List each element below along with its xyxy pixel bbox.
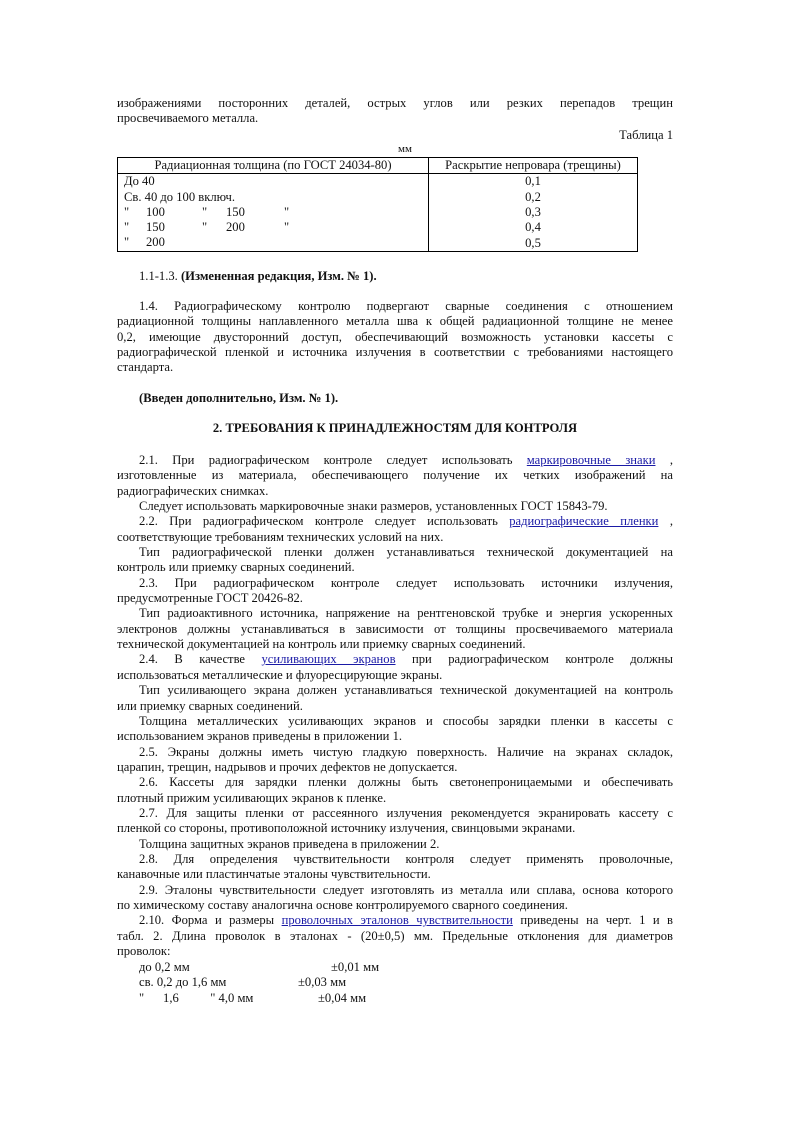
text-segment: приведены на черт. 1 и в [520, 913, 673, 928]
thickness-cell [118, 174, 429, 190]
table-row [118, 205, 638, 220]
text-segment: использоваться металлические и флуоресцирующие экраны. [117, 667, 443, 682]
thickness-part: 200 [226, 220, 245, 235]
text-segment: табл. 2. Длина проволок в эталонах - (20±0,5) мм. Предельные отклонения для диаметров [117, 928, 673, 943]
table-row [118, 220, 638, 235]
text-line [117, 622, 673, 637]
text-line [117, 821, 673, 836]
edit-note [139, 269, 377, 284]
thickness-part: " [284, 220, 290, 235]
thickness-cell [118, 235, 429, 251]
text-segment: предусмотренные ГОСТ 20426-82. [117, 591, 303, 606]
text-line [117, 484, 673, 499]
text-segment: изготовленные из материала, обеспечивающего получение их четких изображений на [117, 468, 673, 483]
text-segment: плотный прижим усиливающих экранов к пленке. [117, 790, 387, 805]
text-line: радиографической пленкой и источника излучения в соответствии с требованиями настоящего [117, 345, 673, 360]
text-line [117, 699, 673, 714]
text-segment: 2.7. Для защиты пленки от рассеянного излучения рекомендуется экранировать кассету с [139, 805, 673, 820]
thickness-part: " [124, 235, 130, 250]
text-line [117, 606, 673, 621]
thickness-part: Св. 40 до 100 включ. [124, 189, 236, 204]
text-segment: 2.5. Экраны должны иметь чистую гладкую поверхность. Наличие на экранах складок, [139, 744, 673, 759]
text-line: стандарта. [117, 360, 174, 375]
text-line [117, 791, 673, 806]
thickness-part: 100 [146, 204, 165, 219]
diameter-range: св. 0,2 до 1,6 мм [139, 975, 227, 990]
text-segment: использованием экранов приведены в приложении 1. [117, 729, 403, 744]
edit-note-prefix: 1.1-1.3. [139, 269, 181, 283]
paragraph [117, 837, 673, 852]
section-heading: 2. ТРЕБОВАНИЯ К ПРИНАДЛЕЖНОСТЯМ ДЛЯ КОНТРОЛЯ [212, 421, 578, 435]
text-line [117, 453, 673, 468]
thickness-part: 150 [146, 220, 165, 235]
text-line [117, 883, 673, 898]
edit-note-bold: (Измененная редакция, Изм. № 1). [180, 269, 377, 283]
text-line [117, 760, 673, 775]
term-link[interactable]: маркировочные знаки [526, 453, 656, 467]
text-line [117, 714, 673, 729]
paragraph [117, 499, 673, 514]
table-1 [117, 157, 638, 252]
text-segment: соответствующие требованиям технических условий на них. [117, 529, 444, 544]
text-segment: электронов должны устанавливаться в зависимости от толщины просвечиваемого материала [117, 621, 673, 636]
text-line [117, 530, 673, 545]
text-segment: Толщина защитных экранов приведена в приложении 2. [139, 836, 440, 851]
thickness-part: " [124, 204, 130, 219]
text-segment: канавочные или пластинчатые эталоны чувствительности. [117, 867, 431, 882]
section-2-body [117, 453, 673, 959]
text-line [117, 499, 673, 514]
thickness-part: " [202, 220, 208, 235]
text-line [117, 867, 673, 882]
text-segment: Тип радиографической пленки должен устанавливаться технической документацией на [139, 545, 673, 560]
text-segment: контроль или приемку сварных соединений. [117, 560, 355, 575]
table-row [118, 174, 638, 190]
text-line [117, 637, 673, 652]
text-line [117, 944, 673, 959]
intro-text [117, 96, 673, 127]
text-segment: , [669, 514, 673, 529]
text-line: 1.4. Радиографическому контролю подвергают сварные соединения с отношением [139, 299, 673, 313]
diameter-range: " 1,6 " 4,0 мм [139, 990, 254, 1005]
term-link[interactable]: радиографические пленки [509, 514, 659, 529]
text-line [117, 683, 673, 698]
text-segment: при радиографическом контроле должны [412, 652, 673, 667]
thickness-part: 200 [146, 235, 165, 250]
text-segment: Тип радиоактивного источника, напряжение на рентгеновской трубке и энергия ускоренных [139, 606, 673, 621]
column-header: Радиационная толщина (по ГОСТ 24034-80) [118, 158, 429, 174]
text-segment: 2.2. При радиографическом контроле следует использовать [139, 514, 510, 529]
text-segment: пленкой со стороны, противоположной источнику излучения, свинцовыми экранами. [117, 821, 576, 836]
text-line: радиационной толщины наплавленного металла шва к общей радиационной толщине не менее [117, 314, 673, 329]
thickness-part: " [124, 220, 130, 235]
text-line [117, 898, 673, 913]
text-line [117, 514, 673, 529]
column-header: Раскрытие непровара (трещины) [429, 158, 638, 174]
paragraph [117, 913, 673, 959]
thickness-part: " [202, 204, 208, 219]
text-line [117, 929, 673, 944]
text-segment: Следует использовать маркировочные знаки размеров, установленных ГОСТ 15843-79. [139, 499, 608, 514]
opening-cell: 0,3 [525, 205, 541, 220]
deviation-value: ±0,01 мм [331, 960, 380, 974]
paragraph [117, 883, 673, 914]
thickness-cell [118, 205, 429, 220]
text-line [117, 591, 673, 606]
text-segment: 2.6. Кассеты для зарядки пленки должны быть светонепроницаемыми и обеспечивать [139, 775, 673, 790]
text-segment: , [669, 453, 673, 467]
paragraph [117, 652, 673, 683]
deviation-value: ±0,04 мм [318, 990, 367, 1005]
opening-cell: 0,5 [525, 235, 541, 250]
text-segment: радиографических снимках. [117, 483, 269, 498]
text-line [117, 652, 673, 667]
text-segment: или приемку сварных соединений. [117, 698, 303, 713]
opening-cell: 0,4 [525, 220, 541, 235]
paragraph [117, 714, 673, 745]
table-units: мм [398, 143, 412, 155]
text-segment: проволок: [117, 944, 171, 958]
text-segment: 2.10. Форма и размеры [139, 913, 282, 928]
text-segment: царапин, трещин, надрывов и прочих дефектов не допускается. [117, 759, 458, 774]
paragraph [117, 852, 673, 883]
text-line [117, 468, 673, 483]
text-segment: 2.1. При радиографическом контроле следует использовать [139, 453, 527, 467]
diameter-range: до 0,2 мм [139, 960, 190, 974]
paragraph [117, 745, 673, 776]
text-line [117, 560, 673, 575]
text-line [117, 852, 673, 867]
text-segment: технической документацией на контроль или приемку сварных соединений. [117, 637, 526, 652]
text-segment: 2.4. В качестве [139, 652, 262, 667]
text-segment: 2.9. Эталоны чувствительности следует изготовлять из металла или сплава, основа которого [139, 882, 673, 897]
opening-cell: 0,1 [525, 174, 541, 189]
paragraph [117, 453, 673, 499]
thickness-part: 150 [226, 204, 245, 219]
paragraph [117, 683, 673, 714]
text-segment: по химическому составу аналогична основе контролируемого сварного соединения. [117, 897, 568, 912]
text-line: просвечиваемого металла. [117, 111, 259, 126]
text-segment: 2.3. При радиографическом контроле следует использовать источники излучения, [139, 575, 673, 590]
thickness-cell [118, 220, 429, 235]
text-line [117, 775, 673, 790]
text-line [117, 837, 673, 852]
text-line [117, 668, 673, 683]
text-segment: Тип усиливающего экрана должен устанавливаться технической документацией на контроль [139, 683, 673, 698]
term-link[interactable]: усиливающих экранов [261, 652, 396, 667]
text-segment: Толщина металлических усиливающих экранов и способы зарядки пленки в кассеты с [139, 713, 673, 728]
thickness-part: До 40 [124, 174, 155, 189]
paragraph [117, 576, 673, 607]
text-segment: 2.8. Для определения чувствительности контроля следует применять проволочные, [139, 851, 673, 866]
table-row [118, 190, 638, 205]
opening-cell: 0,2 [525, 189, 541, 204]
table-caption: Таблица 1 [619, 128, 673, 142]
text-line [117, 729, 673, 744]
paragraph [117, 545, 673, 576]
text-line [117, 545, 673, 560]
text-line [117, 806, 673, 821]
paragraph-1-4 [117, 299, 673, 376]
table-row [118, 235, 638, 251]
text-line [117, 576, 673, 591]
added-note: (Введен дополнительно, Изм. № 1). [139, 391, 339, 405]
term-link[interactable]: проволочных эталонов чувствительности [281, 913, 513, 928]
paragraph [117, 606, 673, 652]
thickness-cell [118, 190, 429, 205]
paragraph [117, 775, 673, 806]
paragraph [117, 806, 673, 837]
paragraph [117, 514, 673, 545]
text-line [117, 745, 673, 760]
text-line: изображениями посторонних деталей, острых углов или резких перепадов трещин [117, 96, 673, 110]
thickness-part: " [284, 204, 290, 219]
text-line: 0,2, имеющие двусторонний доступ, обеспечивающий возможность установки кассеты с [117, 329, 673, 344]
text-line [117, 913, 673, 928]
deviation-value: ±0,03 мм [298, 975, 347, 990]
